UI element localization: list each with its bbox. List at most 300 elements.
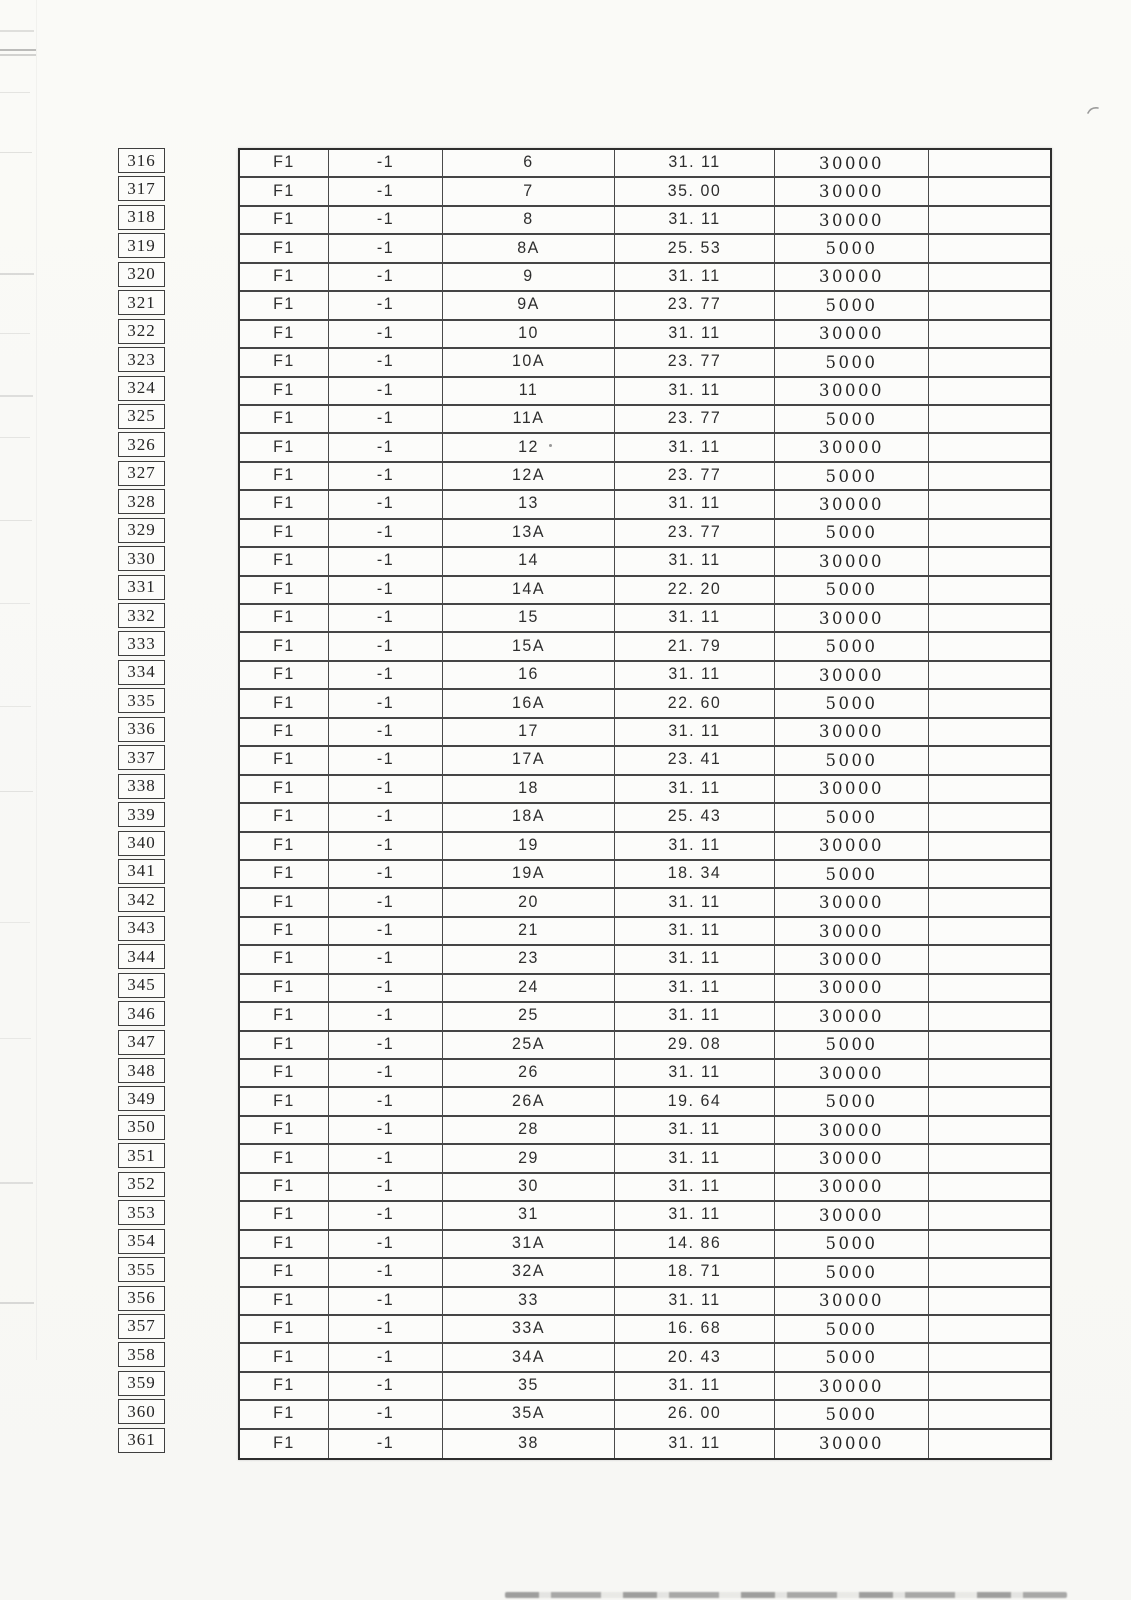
cell-unit — [443, 207, 615, 235]
cell-fee — [775, 520, 929, 548]
cell-building-text: F1 — [273, 893, 295, 911]
cell-level-text: -1 — [376, 239, 395, 257]
cell-fee-text: 5000 — [825, 1404, 878, 1425]
cell-building — [240, 1202, 329, 1230]
cell-level-text: -1 — [376, 182, 395, 200]
row-number-box: 351 — [118, 1143, 165, 1168]
cell-level — [329, 491, 443, 519]
scan-artifact-line — [0, 603, 30, 604]
cell-area-text: 25. 53 — [667, 239, 722, 257]
cell-unit — [443, 264, 615, 292]
cell-building-text: F1 — [273, 950, 295, 968]
cell-building — [240, 662, 329, 690]
cell-building-text: F1 — [273, 552, 295, 570]
cell-area-text: 31. 11 — [668, 381, 721, 399]
cell-fee — [775, 1288, 929, 1316]
cell-unit-text: 7 — [523, 182, 534, 200]
cell-fee-text: 30000 — [819, 1063, 884, 1083]
cell-area — [615, 491, 775, 519]
cell-unit — [443, 1316, 615, 1344]
cell-level-text: -1 — [376, 552, 395, 570]
cell-building-text: F1 — [273, 324, 295, 343]
cell-unit — [443, 1259, 615, 1287]
cell-unit — [443, 747, 615, 775]
cell-extra — [929, 1003, 1050, 1031]
cell-fee-text: 5000 — [825, 1234, 878, 1254]
row-number-box: 336 — [118, 717, 165, 742]
scan-artifact-line — [0, 791, 33, 792]
cell-area — [615, 804, 775, 832]
cell-unit-text: 38 — [518, 1434, 539, 1453]
cell-level — [329, 1259, 443, 1287]
cell-fee — [775, 804, 929, 832]
cell-level — [329, 178, 443, 206]
row-number-box: 341 — [118, 859, 165, 884]
cell-area — [615, 1202, 775, 1230]
cell-area — [615, 207, 775, 235]
cell-level — [329, 1003, 443, 1031]
row-number-box: 329 — [118, 518, 165, 543]
cell-extra — [929, 520, 1050, 548]
cell-level — [329, 918, 443, 946]
cell-building — [240, 150, 329, 178]
cell-building — [240, 349, 329, 377]
cell-fee — [775, 633, 929, 661]
cell-unit — [443, 1401, 615, 1429]
cell-level — [329, 861, 443, 889]
cell-unit — [443, 349, 615, 377]
cell-area — [615, 605, 775, 633]
cell-building — [240, 1401, 329, 1429]
cell-area-text: 21. 79 — [667, 637, 722, 655]
cell-area-text: 29. 08 — [667, 1035, 722, 1053]
cell-extra — [929, 1032, 1050, 1060]
row-number-box: 350 — [118, 1115, 165, 1140]
cell-fee-text: 30000 — [819, 1120, 884, 1140]
cell-unit — [443, 605, 615, 633]
cell-area — [615, 548, 775, 576]
cell-extra — [929, 975, 1050, 1003]
cell-extra — [929, 662, 1050, 690]
cell-area-text: 23. 77 — [667, 296, 722, 314]
cell-unit — [443, 633, 615, 661]
cell-unit — [443, 975, 615, 1003]
cell-area-text: 25. 43 — [667, 808, 722, 826]
cell-unit — [443, 321, 615, 349]
cell-area — [615, 1401, 775, 1429]
cell-area-text: 31. 11 — [668, 836, 721, 854]
cell-fee-text: 5000 — [825, 1035, 878, 1055]
cell-building-text: F1 — [273, 438, 295, 456]
cell-level — [329, 946, 443, 974]
cell-unit-text: 24 — [518, 978, 539, 997]
cell-fee — [775, 975, 929, 1003]
cell-fee-text: 5000 — [825, 238, 878, 259]
cell-level-text: -1 — [376, 665, 395, 684]
row-number-box: 326 — [118, 432, 165, 457]
cell-area — [615, 1373, 775, 1401]
cell-fee — [775, 1174, 929, 1202]
scan-artifact-line — [0, 92, 30, 93]
cell-extra — [929, 1401, 1050, 1429]
cell-unit — [443, 150, 615, 178]
cell-fee — [775, 349, 929, 377]
cell-level-text: -1 — [376, 353, 395, 371]
cell-unit — [443, 434, 615, 462]
cell-unit-text: 26A — [512, 1092, 545, 1110]
cell-unit-text: 8A — [517, 239, 540, 257]
cell-fee-text: 30000 — [819, 978, 884, 998]
cell-building-text: F1 — [273, 1092, 295, 1110]
cell-building-text: F1 — [273, 637, 295, 655]
cell-fee-text: 5000 — [825, 580, 878, 600]
cell-extra — [929, 1117, 1050, 1145]
cell-fee — [775, 946, 929, 974]
cell-level-text: -1 — [376, 864, 395, 883]
cell-fee-text: 30000 — [819, 551, 884, 572]
cell-level-text: -1 — [376, 1234, 395, 1253]
cell-fee-text: 5000 — [825, 352, 878, 372]
cell-area — [615, 861, 775, 889]
cell-fee — [775, 463, 929, 491]
cell-building — [240, 719, 329, 747]
cell-area — [615, 690, 775, 718]
cell-unit-text: 17 — [518, 722, 539, 741]
scan-artifact-line — [0, 49, 36, 51]
row-number-box: 339 — [118, 802, 165, 827]
cell-fee — [775, 378, 929, 406]
cell-fee — [775, 833, 929, 861]
cell-building — [240, 463, 329, 491]
cell-building-text: F1 — [273, 239, 295, 257]
cell-unit — [443, 804, 615, 832]
cell-unit — [443, 1174, 615, 1202]
cell-building-text: F1 — [273, 1348, 295, 1366]
cell-fee — [775, 747, 929, 775]
cell-extra — [929, 1430, 1050, 1458]
cell-unit — [443, 690, 615, 718]
cell-fee-text: 30000 — [819, 1291, 884, 1311]
cell-area-text: 23. 77 — [667, 409, 722, 428]
cell-building — [240, 1060, 329, 1088]
cell-level-text: -1 — [376, 1007, 395, 1025]
cell-area-text: 22. 60 — [667, 694, 722, 712]
cell-building — [240, 776, 329, 804]
cell-unit — [443, 1344, 615, 1372]
row-number-box: 318 — [118, 205, 165, 230]
scan-artifact-line — [0, 1302, 34, 1304]
cell-building — [240, 918, 329, 946]
cell-unit-text: 10A — [512, 353, 545, 371]
cell-fee — [775, 662, 929, 690]
cell-level — [329, 577, 443, 605]
cell-building-text: F1 — [273, 921, 295, 940]
cell-fee — [775, 264, 929, 292]
cell-building — [240, 520, 329, 548]
cell-level-text: -1 — [376, 921, 395, 940]
cell-extra — [929, 633, 1050, 661]
cell-fee-text: 5000 — [825, 864, 878, 884]
row-number-box: 335 — [118, 688, 165, 713]
cell-extra — [929, 463, 1050, 491]
cell-unit — [443, 1430, 615, 1458]
cell-unit-text: 32A — [512, 1263, 545, 1281]
cell-building-text: F1 — [273, 1319, 295, 1338]
cell-level — [329, 633, 443, 661]
cell-unit — [443, 378, 615, 406]
cell-unit — [443, 1032, 615, 1060]
data-table — [238, 148, 1052, 1460]
cell-level — [329, 378, 443, 406]
cell-area — [615, 1117, 775, 1145]
cell-area-text: 31. 11 — [668, 552, 721, 570]
cell-area — [615, 1174, 775, 1202]
cell-unit-text: 30 — [518, 1177, 539, 1196]
cell-area-text: 31. 11 — [668, 609, 721, 627]
cell-level-text: -1 — [376, 1434, 395, 1453]
cell-fee — [775, 321, 929, 349]
cell-fee-text: 5000 — [825, 750, 878, 771]
cell-fee-text: 30000 — [819, 665, 884, 685]
cell-area — [615, 321, 775, 349]
cell-building — [240, 178, 329, 206]
row-number-box: 333 — [118, 631, 165, 656]
cell-extra — [929, 349, 1050, 377]
cell-fee-text: 5000 — [825, 523, 878, 543]
cell-building — [240, 690, 329, 718]
cell-building-text: F1 — [273, 210, 295, 229]
row-number-box: 319 — [118, 233, 165, 258]
cell-level — [329, 719, 443, 747]
cell-level-text: -1 — [376, 1149, 395, 1167]
cell-building-text: F1 — [273, 836, 295, 854]
row-number-box: 353 — [118, 1200, 165, 1225]
cell-building-text: F1 — [273, 580, 295, 598]
cell-level — [329, 434, 443, 462]
scan-artifact-line — [0, 1038, 31, 1039]
cell-building — [240, 406, 329, 434]
cell-building-text: F1 — [273, 751, 295, 769]
cell-fee — [775, 1401, 929, 1429]
cell-area-text: 18. 34 — [667, 864, 722, 883]
cell-extra — [929, 1316, 1050, 1344]
row-number-box: 349 — [118, 1086, 165, 1111]
cell-unit-text: 33 — [518, 1291, 539, 1309]
cell-unit-text: 35 — [518, 1376, 539, 1395]
row-number-box: 340 — [118, 831, 165, 856]
cell-unit-text: 33A — [512, 1319, 545, 1338]
cell-area — [615, 235, 775, 263]
cell-building-text: F1 — [273, 1120, 295, 1139]
cell-building-text: F1 — [273, 694, 295, 712]
cell-extra — [929, 1373, 1050, 1401]
cell-level — [329, 463, 443, 491]
cell-level-text: -1 — [376, 1291, 395, 1309]
cell-building-text: F1 — [273, 1234, 295, 1253]
cell-extra — [929, 378, 1050, 406]
cell-extra — [929, 1145, 1050, 1173]
cell-area-text: 14. 86 — [667, 1234, 722, 1253]
scan-bottom-band — [505, 1592, 1067, 1598]
cell-fee — [775, 605, 929, 633]
row-number-box: 337 — [118, 745, 165, 770]
cell-level — [329, 1117, 443, 1145]
cell-extra — [929, 719, 1050, 747]
cell-unit-text: 11 — [518, 381, 539, 399]
cell-building — [240, 1373, 329, 1401]
cell-level — [329, 321, 443, 349]
cell-fee — [775, 207, 929, 235]
cell-building-text: F1 — [273, 1291, 295, 1309]
cell-extra — [929, 577, 1050, 605]
cell-unit-text: 9 — [523, 267, 534, 286]
cell-area — [615, 662, 775, 690]
cell-level-text: -1 — [376, 324, 395, 343]
cell-area — [615, 889, 775, 917]
cell-unit — [443, 491, 615, 519]
cell-building — [240, 235, 329, 263]
cell-level — [329, 605, 443, 633]
stray-dot-mark — [549, 444, 552, 447]
scan-artifact-line — [0, 437, 30, 438]
cell-level — [329, 548, 443, 576]
cell-area-text: 31. 11 — [668, 210, 721, 229]
cell-extra — [929, 1088, 1050, 1116]
row-number-box: 316 — [118, 148, 165, 173]
row-number-box: 328 — [118, 489, 165, 514]
cell-unit-text: 10 — [518, 324, 539, 343]
cell-unit — [443, 662, 615, 690]
cell-fee-text: 5000 — [825, 466, 878, 486]
cell-extra — [929, 747, 1050, 775]
cell-fee-text: 30000 — [819, 921, 884, 941]
cell-building-text: F1 — [273, 154, 295, 172]
cell-extra — [929, 833, 1050, 861]
cell-extra — [929, 178, 1050, 206]
row-number-box: 327 — [118, 461, 165, 486]
cell-level-text: -1 — [376, 1177, 395, 1196]
cell-fee-text: 5000 — [825, 807, 878, 827]
cell-area-text: 31. 11 — [668, 438, 721, 456]
cell-unit — [443, 1088, 615, 1116]
row-number-box: 355 — [118, 1257, 165, 1282]
cell-area-text: 31. 11 — [668, 324, 721, 343]
cell-area-text: 31. 11 — [668, 665, 721, 684]
row-number-box: 323 — [118, 347, 165, 372]
cell-unit-text: 19A — [512, 864, 545, 883]
cell-extra — [929, 1288, 1050, 1316]
cell-building-text: F1 — [273, 523, 295, 542]
cell-unit-text: 13A — [512, 523, 545, 542]
scan-artifact-line — [0, 54, 36, 56]
cell-extra — [929, 804, 1050, 832]
cell-area-text: 35. 00 — [667, 182, 722, 200]
cell-area — [615, 150, 775, 178]
cell-unit — [443, 577, 615, 605]
cell-level-text: -1 — [376, 1263, 395, 1281]
cell-extra — [929, 1060, 1050, 1088]
cell-fee — [775, 178, 929, 206]
cell-fee-text: 5000 — [825, 409, 878, 429]
cell-unit — [443, 1117, 615, 1145]
cell-building-text: F1 — [273, 296, 295, 314]
cell-fee-text: 30000 — [819, 437, 884, 458]
cell-extra — [929, 690, 1050, 718]
cell-area — [615, 747, 775, 775]
cell-building-text: F1 — [273, 864, 295, 883]
cell-unit-text: 6 — [523, 154, 534, 172]
cell-area — [615, 1344, 775, 1372]
cell-area — [615, 1003, 775, 1031]
cell-extra — [929, 946, 1050, 974]
scan-artifact-line — [0, 1182, 33, 1184]
cell-building — [240, 605, 329, 633]
cell-fee — [775, 292, 929, 320]
cell-building-text: F1 — [273, 978, 295, 997]
row-number-column — [118, 148, 165, 1456]
cell-fee-text: 5000 — [825, 693, 878, 714]
cell-level-text: -1 — [376, 808, 395, 826]
cell-area — [615, 264, 775, 292]
cell-fee — [775, 1202, 929, 1230]
cell-level-text: -1 — [376, 210, 395, 229]
cell-area — [615, 577, 775, 605]
cell-level-text: -1 — [376, 893, 395, 911]
scan-artifact-line — [0, 395, 33, 397]
cell-unit-text: 28 — [518, 1120, 539, 1139]
cell-building — [240, 491, 329, 519]
cell-level-text: -1 — [376, 779, 395, 798]
cell-fee — [775, 889, 929, 917]
cell-area-text: 31. 11 — [668, 1120, 721, 1139]
cell-extra — [929, 918, 1050, 946]
row-number-box: 354 — [118, 1229, 165, 1254]
cell-area-text: 31. 11 — [668, 893, 721, 911]
cell-fee — [775, 918, 929, 946]
cell-unit — [443, 889, 615, 917]
cell-area-text: 31. 11 — [668, 154, 721, 172]
cell-building — [240, 747, 329, 775]
cell-building-text: F1 — [273, 1007, 295, 1025]
scan-artifact-line — [0, 520, 32, 521]
cell-level — [329, 833, 443, 861]
cell-building — [240, 434, 329, 462]
cell-level — [329, 1316, 443, 1344]
cell-area-text: 31. 11 — [668, 978, 721, 997]
cell-level-text: -1 — [376, 722, 395, 741]
cell-building — [240, 975, 329, 1003]
cell-building-text: F1 — [273, 808, 295, 826]
cell-level-text: -1 — [376, 580, 395, 598]
cell-fee-text: 5000 — [825, 636, 878, 657]
cell-fee-text: 30000 — [819, 779, 884, 799]
cell-level — [329, 1430, 443, 1458]
row-number-box: 357 — [118, 1314, 165, 1339]
cell-extra — [929, 292, 1050, 320]
cell-building-text: F1 — [273, 1177, 295, 1196]
cell-building — [240, 1316, 329, 1344]
cell-building — [240, 378, 329, 406]
cell-unit-text: 25 — [518, 1007, 539, 1025]
scan-edge-strip — [0, 0, 37, 1360]
cell-fee-text: 30000 — [819, 1148, 884, 1169]
cell-fee-text: 30000 — [819, 324, 884, 344]
cell-area — [615, 918, 775, 946]
cell-area-text: 22. 20 — [667, 580, 722, 598]
cell-fee-text: 30000 — [819, 892, 884, 913]
cell-fee — [775, 1117, 929, 1145]
cell-fee-text: 30000 — [819, 722, 884, 742]
